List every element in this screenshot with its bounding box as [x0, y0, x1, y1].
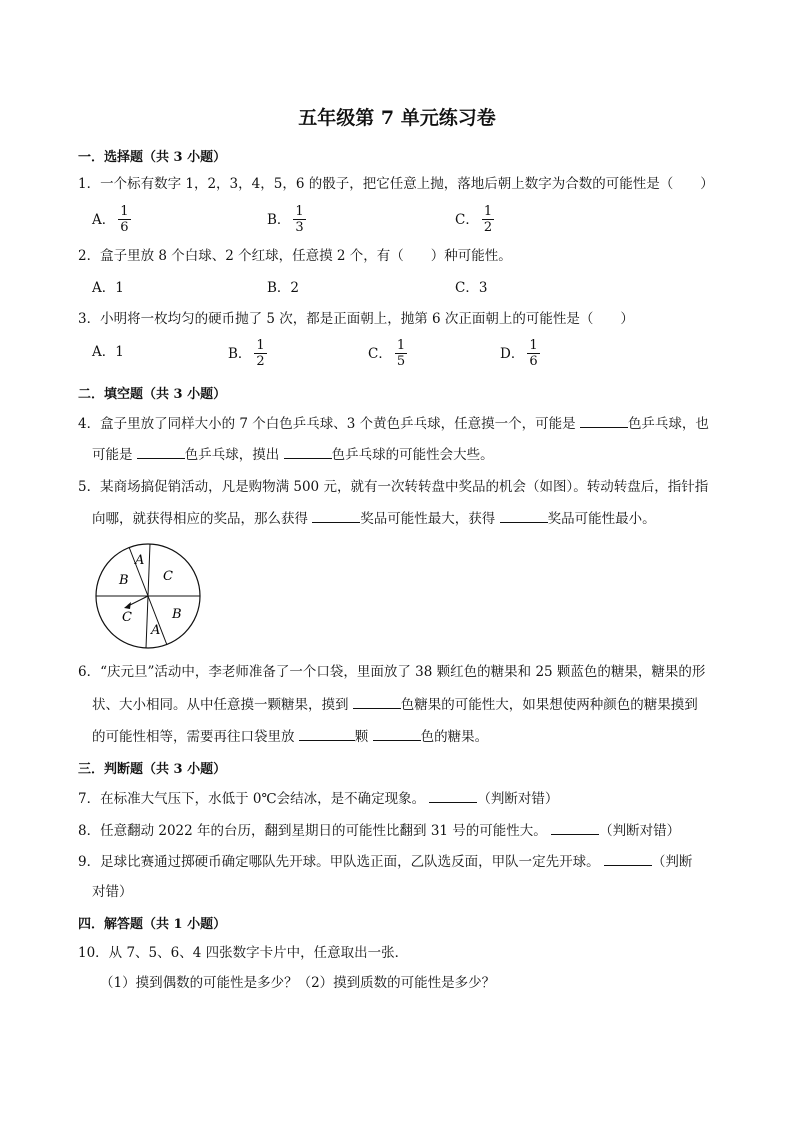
question-4-line-1: 4．盒子里放了同样大小的 7 个白色乒乓球、3 个黄色乒乓球，任意摸一个，可能是 色乒乓球，也: [78, 413, 709, 434]
question-9-line-2: 对错）: [92, 884, 133, 900]
wheel-label-c: C: [122, 610, 132, 625]
question-1-stem: 1．一个标有数字 1，2，3，4，5，6 的骰子，把它任意上抛，落地后朝上数字为合数的可能性是（ ）: [78, 176, 714, 192]
question-1-options: [92, 204, 131, 235]
q3-option-c: C． $\frac{1}{5}$: [368, 338, 406, 369]
wheel-label-a: A: [135, 553, 145, 568]
q3-option-b: B． $\frac{1}{2}$: [228, 338, 265, 369]
question-10-line-1: 10．从 7、5、6、4 四张数字卡片中，任意取出一张．: [78, 945, 409, 961]
answer-blank[interactable]: [299, 726, 355, 741]
question-5-line-1: 5．某商场搞促销活动，凡是购物满 500 元，就有一次转转盘中奖品的机会（如图）。转动转盘后，指针指: [78, 479, 709, 495]
wheel-label-a: A: [151, 623, 161, 638]
answer-blank[interactable]: [373, 726, 421, 741]
answer-blank[interactable]: [604, 851, 652, 866]
q3-option-d-wrap: [500, 338, 540, 369]
answer-blank[interactable]: [284, 444, 332, 459]
q1-option-b-wrap: [267, 204, 306, 235]
q1-option-a: A． $\frac{1}{6}$: [92, 204, 129, 235]
section-heading-fill: 二．填空题（共 3 小题）: [78, 387, 227, 402]
question-3-stem: 3．小明将一枚均匀的硬币抛了 5 次，都是正面朝上，抛第 6 次正面朝上的可能性是（ ）: [78, 311, 634, 327]
wheel-label-b: B: [119, 573, 129, 588]
q3-option-a: A．1: [92, 344, 124, 360]
answer-blank[interactable]: [551, 820, 599, 835]
pointer-arrow-icon: [124, 602, 131, 609]
question-5-line-2: 向哪，就获得相应的奖品，那么获得 奖品可能性最大，获得 奖品可能性最小。: [92, 508, 656, 529]
wheel-label-b: B: [172, 607, 182, 622]
answer-blank[interactable]: [353, 694, 401, 709]
question-6-line-1: 6．“庆元旦”活动中，李老师准备了一个口袋，里面放了 38 颗红色的糖果和 25 颗蓝色的糖果，糖果的形: [78, 664, 706, 680]
wheel-divider: [148, 544, 150, 596]
section-heading-solve: 四．解答题（共 1 小题）: [78, 917, 227, 932]
answer-blank[interactable]: [429, 788, 477, 803]
answer-blank[interactable]: [137, 444, 185, 459]
question-8: 8．任意翻动 2022 年的台历，翻到星期日的可能性比翻到 31 号的可能性大。 （判断对错）: [78, 820, 680, 841]
spinner-pointer: [128, 596, 148, 606]
question-2-stem: 2．盒子里放 8 个白球、2 个红球，任意摸 2 个，有（ ）种可能性。: [78, 248, 512, 264]
answer-blank[interactable]: [312, 508, 360, 523]
page-title: 五年级第 7 单元练习卷: [298, 107, 496, 129]
section-heading-judge: 三．判断题（共 3 小题）: [78, 762, 227, 777]
q1-option-c: C． $\frac{1}{2}$: [455, 204, 493, 235]
answer-blank[interactable]: [500, 508, 548, 523]
q1-option-c-wrap: [455, 204, 494, 235]
q2-option-b: B．2: [267, 280, 300, 296]
wheel-label-c: C: [163, 569, 173, 584]
q1-option-b: B． $\frac{1}{3}$: [267, 204, 304, 235]
question-9-line-1: 9．足球比赛通过掷硬币确定哪队先开球。甲队选正面，乙队选反面，甲队一定先开球。 （判断: [78, 851, 692, 872]
q3-option-d: D． $\frac{1}{6}$: [500, 338, 538, 369]
q2-option-c: C．3: [455, 280, 488, 296]
answer-blank[interactable]: [580, 413, 628, 428]
question-6-line-3: 的可能性相等，需要再往口袋里放 颗 色的糖果。: [92, 726, 488, 747]
question-6-line-2: 状、大小相同。从中任意摸一颗糖果，摸到 色糖果的可能性大，如果想使两种颜色的糖果摸到: [92, 694, 698, 715]
wheel-divider: [146, 596, 148, 648]
q2-option-a: A．1: [92, 280, 124, 296]
section-heading-choice: 一．选择题（共 3 小题）: [78, 150, 227, 165]
question-7: 7．在标准大气压下，水低于 0℃会结冰，是不确定现象。 （判断对错）: [78, 788, 558, 809]
question-4-line-2: 可能是 色乒乓球，摸出 色乒乓球的可能性会大些。: [92, 444, 494, 465]
question-10-line-2: （1）摸到偶数的可能性是多少？（2）摸到质数的可能性是多少？: [100, 975, 496, 991]
q3-option-b-wrap: [228, 338, 267, 369]
spinner-wheel-figure: [92, 540, 204, 652]
q3-option-c-wrap: [368, 338, 407, 369]
